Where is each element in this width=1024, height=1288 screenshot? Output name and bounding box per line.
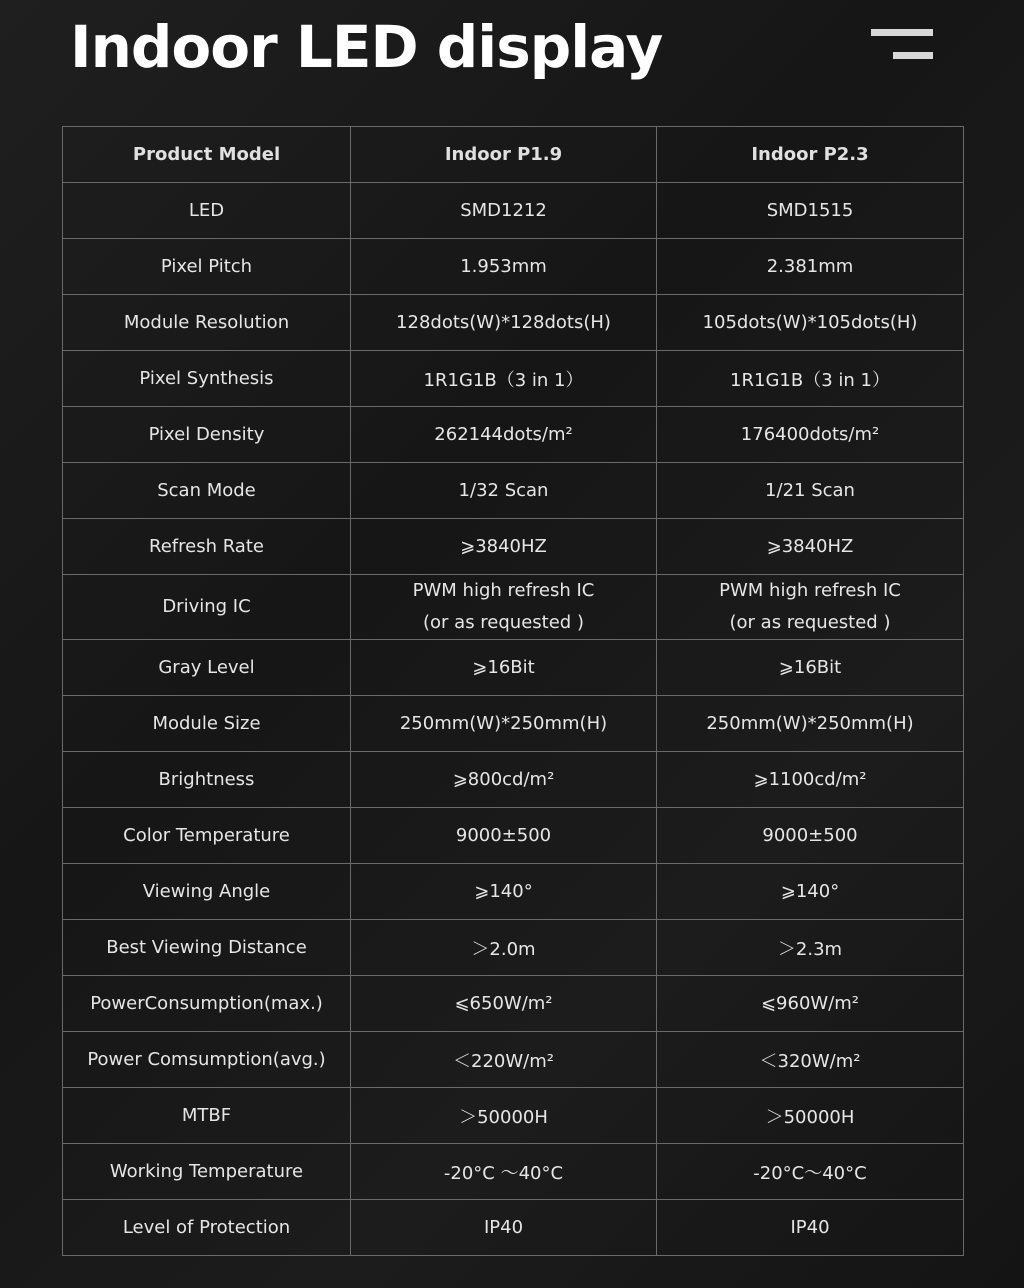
p23-value-cell: 176400dots/m² <box>657 407 964 463</box>
p19-value-cell: 250mm(W)*250mm(H) <box>351 696 657 752</box>
p23-value-cell: -20°C～40°C <box>657 1144 964 1200</box>
table-row-level-of-protection <box>63 1200 964 1256</box>
p23-value-cell: 250mm(W)*250mm(H) <box>657 696 964 752</box>
table-row-brightness <box>63 752 964 808</box>
spec-table <box>62 126 964 1256</box>
p23-value-cell: IP40 <box>657 1200 964 1256</box>
table-row-best-viewing-distance <box>63 920 964 976</box>
table-row-pixel-pitch <box>63 239 964 295</box>
spec-label-cell: Pixel Density <box>63 407 351 463</box>
spec-label-cell: Pixel Synthesis <box>63 351 351 407</box>
p23-value-cell: ⩾140° <box>657 864 964 920</box>
spec-label-cell: Pixel Pitch <box>63 239 351 295</box>
p19-value-cell: ⩾140° <box>351 864 657 920</box>
p23-value-cell: ＜320W/m² <box>657 1032 964 1088</box>
table-row-powerconsumption-max <box>63 976 964 1032</box>
menu-bar-bottom <box>893 52 933 59</box>
p19-value-cell: ⩾800cd/m² <box>351 752 657 808</box>
spec-label-cell: Refresh Rate <box>63 519 351 575</box>
table-row-working-temperature <box>63 1144 964 1200</box>
table-row-refresh-rate <box>63 519 964 575</box>
p19-value-cell: ⩾16Bit <box>351 640 657 696</box>
spec-label-cell: Module Size <box>63 696 351 752</box>
p23-value-cell: 1/21 Scan <box>657 463 964 519</box>
p23-value-cell: 1R1G1B（3 in 1） <box>657 351 964 407</box>
p19-value-cell: 262144dots/m² <box>351 407 657 463</box>
p23-value-cell: 9000±500 <box>657 808 964 864</box>
spec-label-cell: PowerConsumption(max.) <box>63 976 351 1032</box>
spec-label-cell: Brightness <box>63 752 351 808</box>
p19-value-cell: ⩽650W/m² <box>351 976 657 1032</box>
spec-table-body <box>63 183 964 1256</box>
spec-label-cell: Driving IC <box>63 575 351 640</box>
spec-label-cell: MTBF <box>63 1088 351 1144</box>
table-row-mtbf <box>63 1088 964 1144</box>
table-row-scan-mode <box>63 463 964 519</box>
p19-value-cell: 1R1G1B（3 in 1） <box>351 351 657 407</box>
menu-bar-top <box>871 29 933 36</box>
p19-value-cell: 9000±500 <box>351 808 657 864</box>
p19-value-cell: 1.953mm <box>351 239 657 295</box>
header-product-model: Product Model <box>63 127 351 183</box>
table-row-color-temperature <box>63 808 964 864</box>
table-row-led <box>63 183 964 239</box>
header-indoor-p19: Indoor P1.9 <box>351 127 657 183</box>
table-row-module-size <box>63 696 964 752</box>
table-row-driving-ic <box>63 575 964 640</box>
table-row-module-resolution <box>63 295 964 351</box>
p23-value-cell: ⩾3840HZ <box>657 519 964 575</box>
table-row-viewing-angle <box>63 864 964 920</box>
p19-value-cell: 1/32 Scan <box>351 463 657 519</box>
p19-value-cell: IP40 <box>351 1200 657 1256</box>
p19-value-cell: SMD1212 <box>351 183 657 239</box>
hamburger-menu-icon[interactable] <box>871 29 933 61</box>
p23-value-line: PWM high refresh IC <box>719 580 901 601</box>
spec-label-cell: LED <box>63 183 351 239</box>
p23-value-cell: ⩾1100cd/m² <box>657 752 964 808</box>
p23-value-cell: 2.381mm <box>657 239 964 295</box>
p23-value-line: (or as requested ) <box>729 612 891 633</box>
p23-value-cell: 105dots(W)*105dots(H) <box>657 295 964 351</box>
p19-value-line: (or as requested ) <box>423 612 584 633</box>
p23-value-cell: ＞50000H <box>657 1088 964 1144</box>
spec-label-cell: Module Resolution <box>63 295 351 351</box>
table-row-pixel-density <box>63 407 964 463</box>
table-row-gray-level <box>63 640 964 696</box>
p19-value-cell: 128dots(W)*128dots(H) <box>351 295 657 351</box>
p19-value-cell: ⩾3840HZ <box>351 519 657 575</box>
p19-value-cell <box>351 575 657 640</box>
table-row-power-comsumption-avg <box>63 1032 964 1088</box>
spec-label-cell: Viewing Angle <box>63 864 351 920</box>
p19-value-line: PWM high refresh IC <box>412 580 595 601</box>
spec-label-cell: Working Temperature <box>63 1144 351 1200</box>
p19-value-cell: ＞50000H <box>351 1088 657 1144</box>
spec-label-cell: Level of Protection <box>63 1200 351 1256</box>
p23-value-cell: ⩽960W/m² <box>657 976 964 1032</box>
spec-label-cell: Scan Mode <box>63 463 351 519</box>
header-indoor-p23: Indoor P2.3 <box>657 127 964 183</box>
table-row-pixel-synthesis <box>63 351 964 407</box>
p23-value-cell: ＞2.3m <box>657 920 964 976</box>
p23-value-cell: ⩾16Bit <box>657 640 964 696</box>
table-header-row <box>63 127 964 183</box>
spec-label-cell: Gray Level <box>63 640 351 696</box>
p23-value-cell: SMD1515 <box>657 183 964 239</box>
p23-value-cell <box>657 575 964 640</box>
spec-label-cell: Color Temperature <box>63 808 351 864</box>
p19-value-cell: -20°C ～40°C <box>351 1144 657 1200</box>
spec-label-cell: Best Viewing Distance <box>63 920 351 976</box>
p19-value-cell: ＜220W/m² <box>351 1032 657 1088</box>
page-title: Indoor LED display <box>70 13 663 81</box>
spec-label-cell: Power Comsumption(avg.) <box>63 1032 351 1088</box>
p19-value-cell: ＞2.0m <box>351 920 657 976</box>
